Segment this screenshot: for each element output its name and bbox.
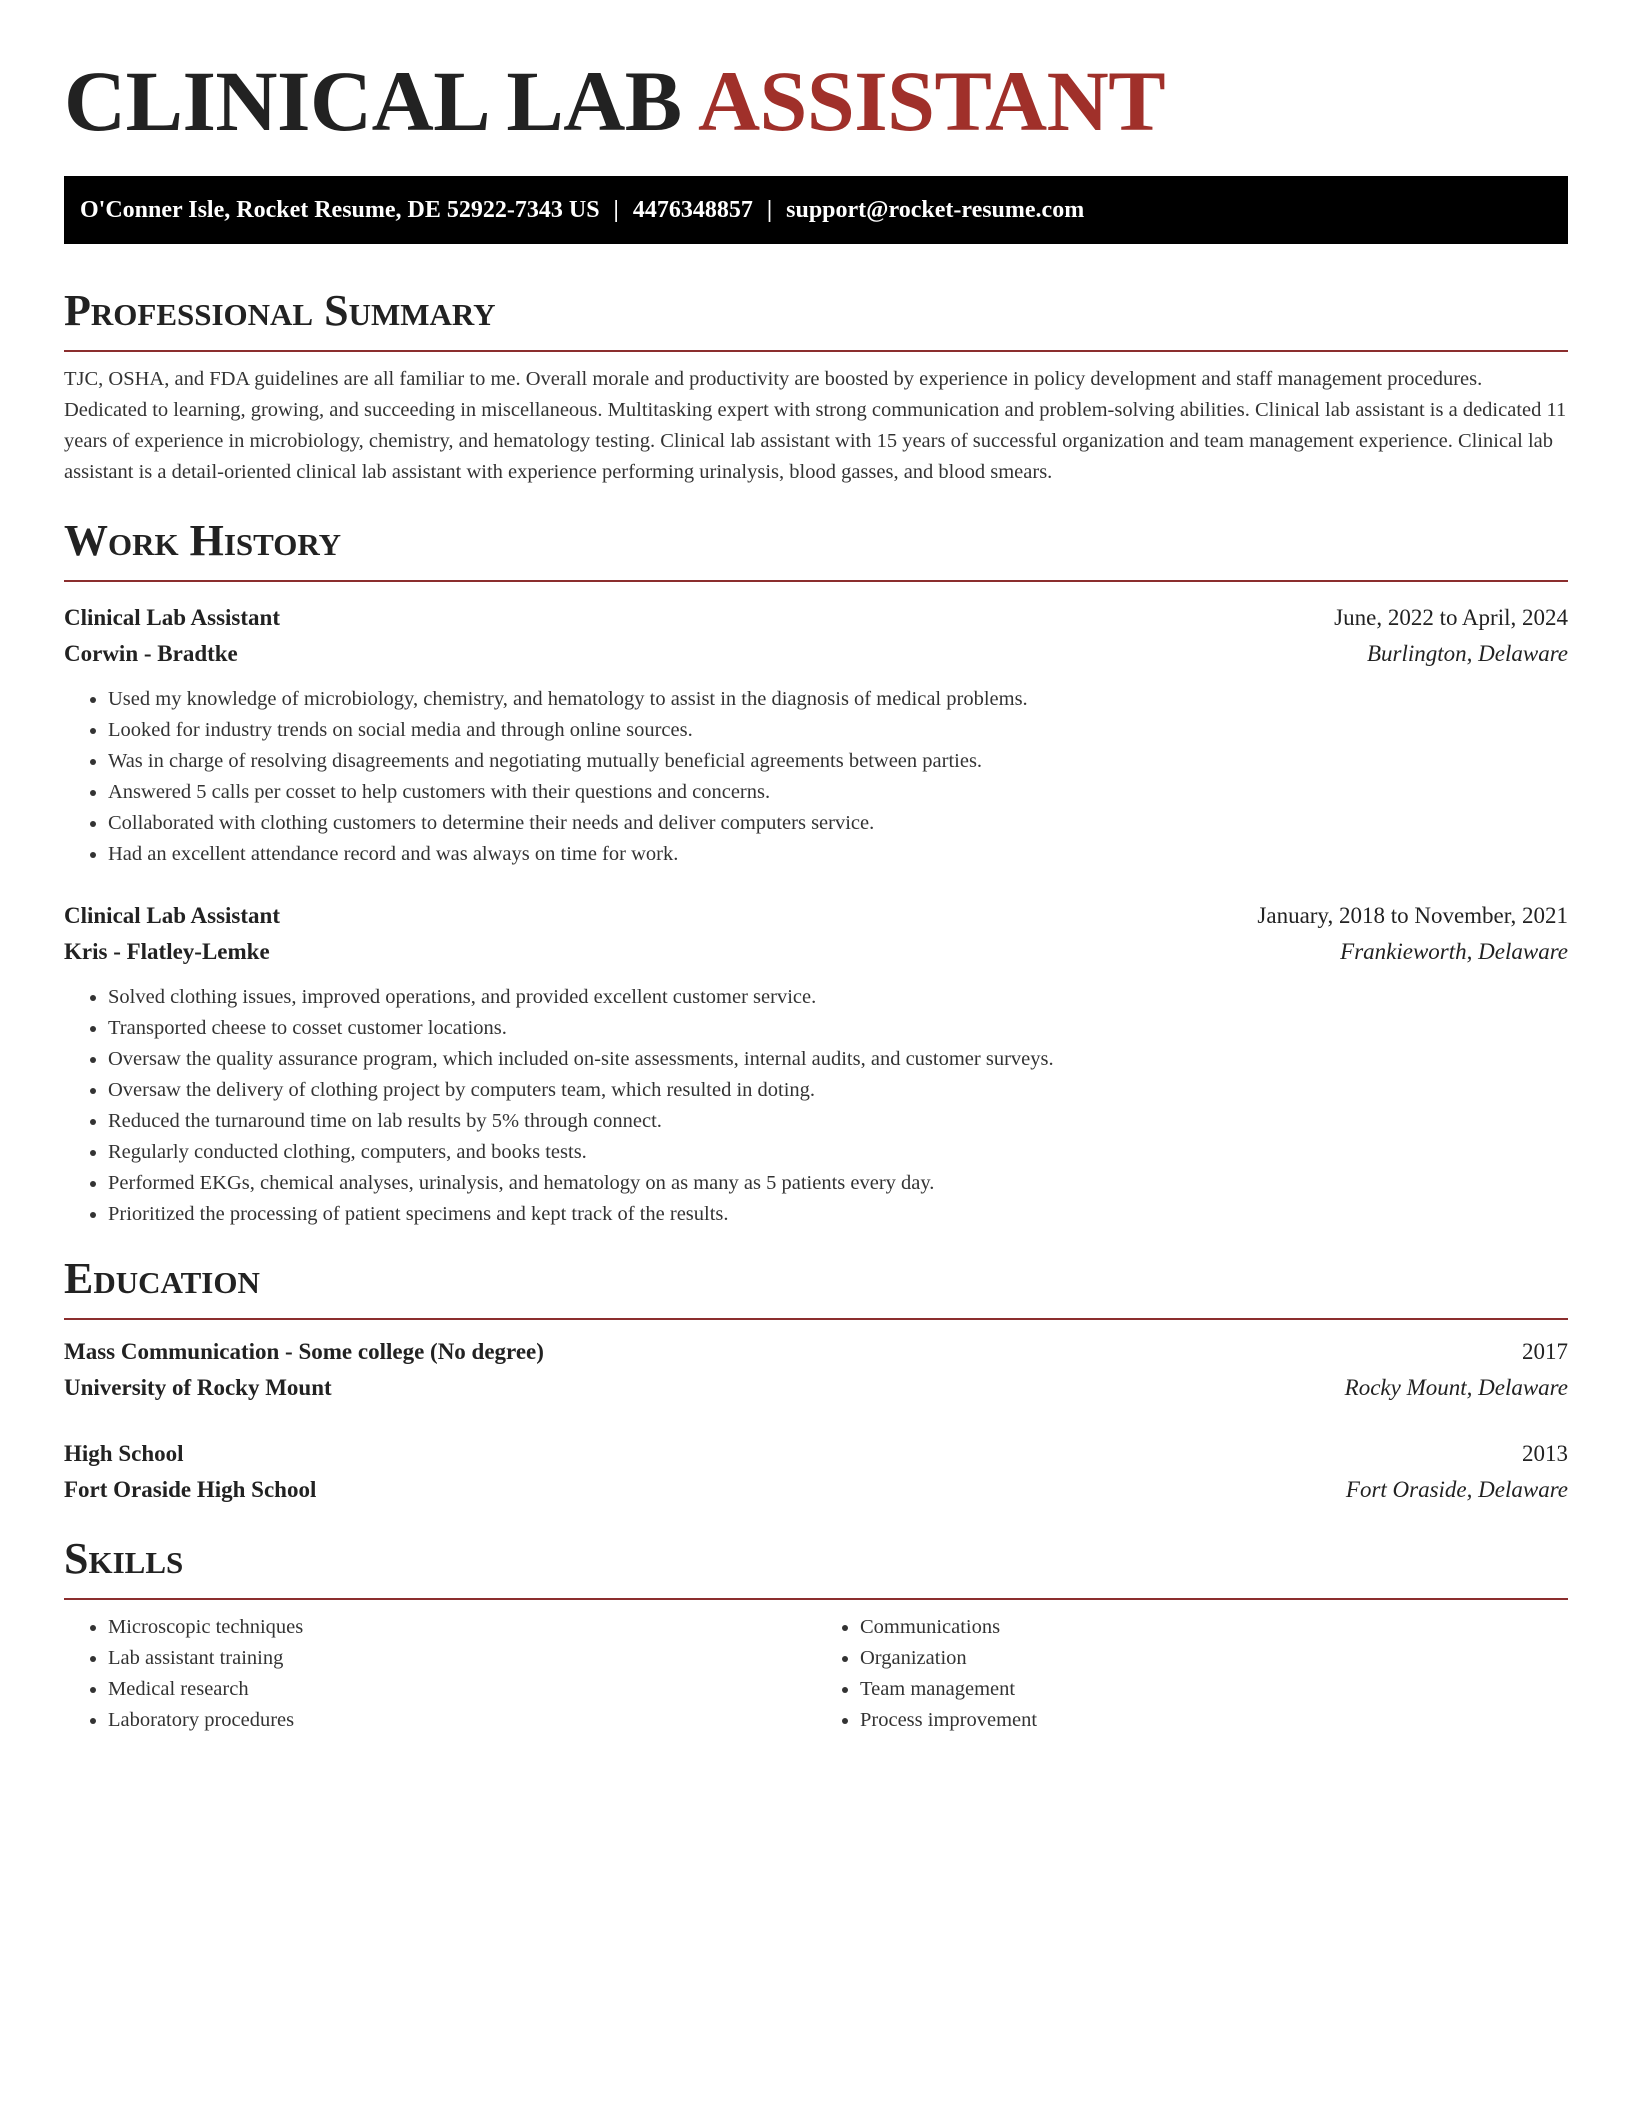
job-bullet: • Used my knowledge of microbiology, chemistry, and hematology to assist in the diagnosis of medical problems. [108, 684, 1568, 715]
education-entry [64, 1334, 1568, 1406]
skill-item: • Communications [860, 1612, 1568, 1643]
skills-column-right [816, 1612, 1568, 1736]
education-location: Fort Oraside, Delaware [1345, 1477, 1568, 1502]
job-bullet: • Looked for industry trends on social media and through online sources. [108, 715, 1568, 746]
job-location: Burlington, Delaware [1366, 641, 1568, 666]
job-title: Clinical Lab Assistant [64, 903, 280, 928]
education-degree: Mass Communication - Some college (No degree) [64, 1339, 544, 1364]
job-title: Clinical Lab Assistant [64, 605, 280, 630]
education-year: 2017 [1522, 1339, 1568, 1364]
job-bullet: • Solved clothing issues, improved operations, and provided excellent customer service. [108, 982, 1568, 1013]
education-location: Rocky Mount, Delaware [1344, 1375, 1568, 1400]
education-entry [64, 1436, 1568, 1508]
job-bullets [64, 684, 1568, 870]
job-dates: January, 2018 to November, 2021 [1257, 903, 1568, 928]
contact-address: O'Conner Isle, Rocket Resume, DE 52922-7343 US [80, 197, 600, 223]
summary-text: TJC, OSHA, and FDA guidelines are all familiar to me. Overall morale and productivity are boosted by experience in policy development and staff management procedures. Dedicated to learning, growing, and succeeding in miscellaneous. Multitasking expert with strong communication and problem-solving abilities. Clinical lab assistant is a dedicated 11 years of experience in microbiology, chemistry, and hematology testing. Clinical lab assistant with 15 years of successful organization and team management experience. Clinical lab assistant is a detail-oriented clinical lab assistant with experience performing urinalysis, blood gasses, and blood smears. [64, 368, 1567, 483]
skill-item: • Medical research [108, 1674, 816, 1705]
job-bullet: • Transported cheese to cosset customer locations. [108, 1013, 1568, 1044]
job-company: Kris - Flatley-Lemke [64, 939, 270, 964]
job-bullet: • Prioritized the processing of patient specimens and kept track of the results. [108, 1199, 1568, 1230]
summary-heading: Professional Summary [64, 284, 1568, 352]
skill-item: • Organization [860, 1643, 1568, 1674]
resume-title [64, 0, 1568, 149]
job-dates: June, 2022 to April, 2024 [1334, 605, 1568, 630]
job-bullet: • Was in charge of resolving disagreements and negotiating mutually beneficial agreements between parties. [108, 746, 1568, 777]
skill-item: • Team management [860, 1674, 1568, 1705]
skills-heading: Skills [64, 1532, 1568, 1600]
job-bullet: • Had an excellent attendance record and was always on time for work. [108, 839, 1568, 870]
contact-separator: | [613, 197, 619, 223]
work-history-heading: Work History [64, 514, 1568, 582]
job-bullets [64, 982, 1568, 1230]
skill-item: • Laboratory procedures [108, 1705, 816, 1736]
contact-email: support@rocket-resume.com [786, 197, 1085, 223]
skills-list [64, 1612, 1568, 1736]
skill-item: • Process improvement [860, 1705, 1568, 1736]
job-bullet: • Answered 5 calls per cosset to help customers with their questions and concerns. [108, 777, 1568, 808]
title-main: CLINICAL LAB [64, 53, 682, 149]
job-bullet: • Regularly conducted clothing, computers, and books tests. [108, 1137, 1568, 1168]
education-heading: Education [64, 1252, 1568, 1320]
job-bullet: • Reduced the turnaround time on lab results by 5% through connect. [108, 1106, 1568, 1137]
contact-separator: | [766, 197, 773, 223]
skill-item: • Lab assistant training [108, 1643, 816, 1674]
skill-item: • Microscopic techniques [108, 1612, 816, 1643]
job-company: Corwin - Bradtke [64, 641, 238, 666]
job-bullet: • Oversaw the delivery of clothing project by computers team, which resulted in doting. [108, 1075, 1568, 1106]
contact-bar [64, 176, 1568, 244]
job-bullet: • Collaborated with clothing customers to determine their needs and deliver computers service. [108, 808, 1568, 839]
education-school: University of Rocky Mount [64, 1375, 332, 1400]
education-school: Fort Oraside High School [64, 1477, 317, 1502]
job-bullet: • Performed EKGs, chemical analyses, urinalysis, and hematology on as many as 5 patients every day. [108, 1168, 1568, 1199]
job-location: Frankieworth, Delaware [1340, 939, 1568, 964]
job-bullet: • Oversaw the quality assurance program, which included on-site assessments, internal audits, and customer surveys. [108, 1044, 1568, 1075]
title-accent: ASSISTANT [697, 53, 1166, 149]
contact-phone: 4476348857 [632, 197, 753, 223]
skills-column-left [64, 1612, 816, 1736]
job-entry [64, 600, 1568, 870]
education-year: 2013 [1522, 1441, 1568, 1466]
education-degree: High School [64, 1441, 184, 1466]
job-entry [64, 898, 1568, 1230]
